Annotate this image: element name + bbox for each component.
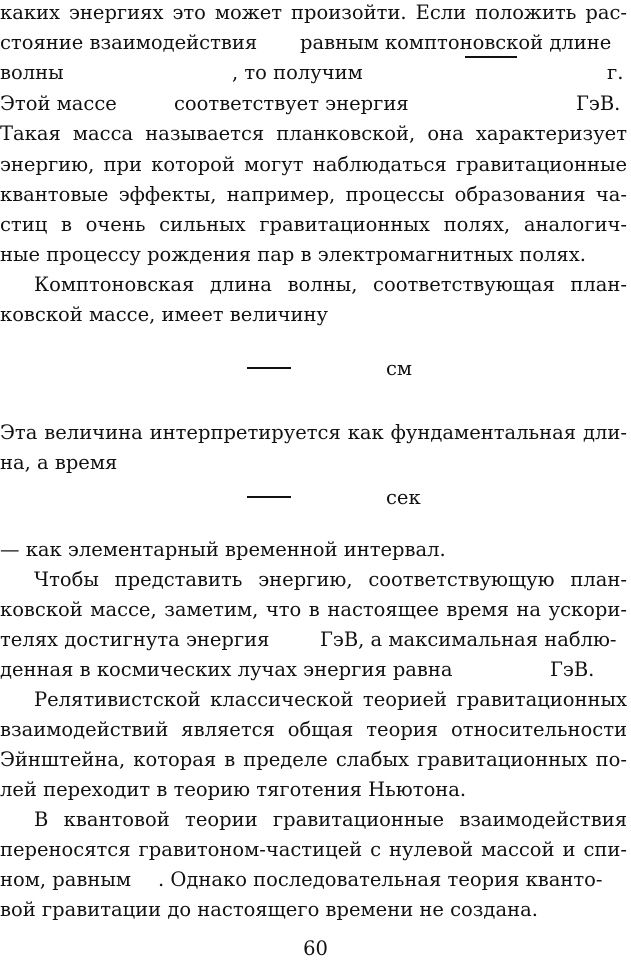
- text-line: [0, 777, 627, 802]
- text-fragment: Комптоновская длина волны, соответствующая план-: [34, 273, 627, 296]
- text-fragment: ковской массе, имеет величину: [0, 303, 329, 326]
- text-fragment: Чтобы представить энергию, соответствующую план-: [34, 568, 627, 591]
- text-line: [0, 212, 627, 237]
- text-line: [0, 837, 627, 862]
- text-line: [0, 717, 627, 742]
- text-fragment: , то получим: [232, 61, 363, 84]
- text-line: [34, 567, 627, 592]
- text-line: [34, 687, 627, 712]
- text-fragment: ковской массе, заметим, что в настоящее время на ускори-: [0, 598, 627, 621]
- text-fragment: г.: [607, 61, 624, 84]
- text-fragment: ном, равным: [0, 868, 132, 891]
- page-number: 60: [303, 937, 328, 960]
- unit-label: сек: [386, 486, 421, 509]
- unit-label: см: [386, 357, 413, 380]
- text-fragment: В квантовой теории гравитационные взаимодействия: [34, 808, 627, 831]
- text-fragment: взаимодействий является общая теория относительности: [0, 718, 627, 741]
- text-line: [0, 897, 627, 922]
- fraction-bar: [247, 496, 291, 498]
- text-line: [0, 302, 627, 327]
- text-fragment: каких энергиях это может произойти. Если положить рас-: [0, 1, 627, 24]
- text-line: [0, 420, 627, 445]
- text-fragment: . Однако последовательная теория кванто-: [158, 868, 603, 891]
- text-fragment: соответствует энергия: [174, 92, 409, 115]
- underline-rule: [465, 56, 517, 58]
- text-fragment: Этой массе: [0, 92, 117, 115]
- text-fragment: стиц в очень сильных гравитационных полях, аналогич-: [0, 213, 627, 236]
- text-fragment: вой гравитации до настоящего времени не создана.: [0, 898, 538, 921]
- text-fragment: равным комптоновской длине: [300, 31, 612, 54]
- text-fragment: квантовые эффекты, например, процессы образования ча-: [0, 183, 627, 206]
- text-line: [0, 537, 627, 562]
- text-fragment: переносятся гравитоном-частицей с нулевой массой и спи-: [0, 838, 627, 861]
- text-line: [0, 450, 627, 475]
- text-line: [0, 597, 627, 622]
- text-fragment: стояние взаимодействия: [0, 31, 258, 54]
- text-fragment: на, а время: [0, 451, 118, 474]
- text-fragment: энергию, при которой могут наблюдаться гравитационные: [0, 153, 627, 176]
- text-fragment: Такая масса называется планковской, она характеризует: [0, 122, 627, 145]
- fraction-bar: [247, 367, 291, 369]
- text-line: [34, 807, 627, 832]
- text-fragment: волны: [0, 61, 64, 84]
- text-fragment: ГэВ.: [576, 92, 621, 115]
- text-fragment: телях достигнута энергия: [0, 628, 270, 651]
- text-fragment: ные процессу рождения пар в электромагнитных полях.: [0, 243, 586, 266]
- text-fragment: Эйнштейна, которая в пределе слабых гравитационных по-: [0, 748, 627, 771]
- text-fragment: Релятивистской классической теорией гравитационных: [34, 688, 627, 711]
- text-fragment: денная в космических лучах энергия равна: [0, 658, 453, 681]
- text-fragment: — как элементарный временной интервал.: [0, 538, 446, 561]
- text-line: [0, 152, 627, 177]
- text-fragment: ГэВ.: [550, 658, 595, 681]
- text-line: [0, 0, 627, 25]
- text-fragment: Эта величина интерпретируется как фундаментальная дли-: [0, 421, 627, 444]
- text-line: [0, 242, 627, 267]
- text-fragment: ГэВ, а максимальная наблю-: [320, 628, 617, 651]
- text-fragment: лей переходит в теорию тяготения Ньютона.: [0, 778, 467, 801]
- text-line: [0, 121, 627, 146]
- text-line: [0, 747, 627, 772]
- text-line: [34, 272, 627, 297]
- text-line: [0, 182, 627, 207]
